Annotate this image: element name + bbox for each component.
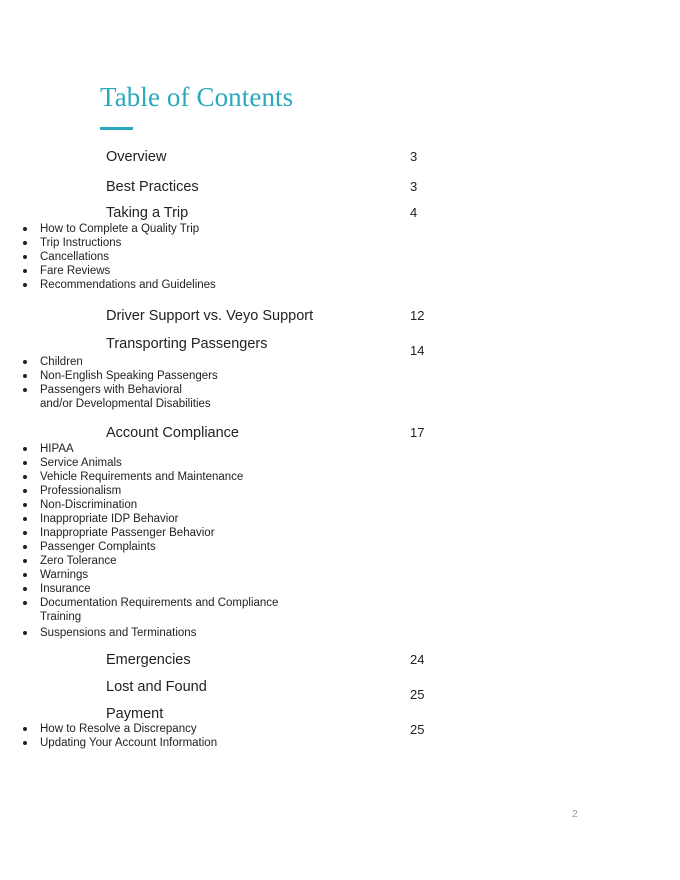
toc-sublist-transporting-passengers (20, 355, 310, 411)
toc-item[interactable]: Fare Reviews (20, 264, 310, 278)
toc-heading-best-practices[interactable]: Best Practices (106, 179, 199, 195)
toc-item[interactable]: Suspensions and Terminations (20, 626, 310, 640)
toc-sublist-payment (20, 722, 310, 750)
toc-item[interactable]: Professionalism (20, 484, 310, 498)
toc-item[interactable]: Inappropriate IDP Behavior (20, 512, 310, 526)
toc-item[interactable]: Vehicle Requirements and Maintenance (20, 470, 310, 484)
toc-item[interactable]: Non-English Speaking Passengers (20, 369, 310, 383)
toc-item[interactable]: Service Animals (20, 456, 310, 470)
toc-heading-driver-support[interactable]: Driver Support vs. Veyo Support (106, 308, 314, 324)
toc-page-emergencies: 24 (410, 652, 425, 667)
toc-item[interactable]: Documentation Requirements and Compliance (20, 596, 310, 610)
page-number: 2 (572, 808, 578, 820)
toc-page-payment: 25 (410, 722, 425, 737)
toc-item[interactable]: Inappropriate Passenger Behavior (20, 526, 310, 540)
title-underline (100, 127, 133, 130)
toc-item[interactable]: Trip Instructions (20, 236, 310, 250)
toc-page-overview: 3 (410, 149, 418, 164)
toc-sublist-account-compliance (20, 442, 310, 640)
toc-item[interactable]: Non-Discrimination (20, 498, 310, 512)
toc-page-account-compliance: 17 (410, 425, 425, 440)
toc-heading-taking-a-trip[interactable]: Taking a Trip (106, 205, 189, 221)
toc-item[interactable]: Passenger Complaints (20, 540, 310, 554)
toc-heading-transporting-passengers[interactable]: Transporting Passengers (106, 336, 268, 352)
toc-item[interactable]: Children (20, 355, 310, 369)
toc-item[interactable]: Recommendations and Guidelines (20, 278, 310, 292)
toc-item[interactable]: Passengers with Behavioral (20, 383, 310, 397)
toc-page-lost-and-found: 25 (410, 687, 425, 702)
toc-heading-payment[interactable]: Payment (106, 706, 164, 722)
toc-sublist-taking-a-trip (20, 222, 310, 292)
toc-page-driver-support: 12 (410, 308, 425, 323)
toc-page-transporting-passengers: 14 (410, 343, 425, 358)
toc-item[interactable]: How to Complete a Quality Trip (20, 222, 310, 236)
toc-item[interactable]: Zero Tolerance (20, 554, 310, 568)
toc-heading-lost-and-found[interactable]: Lost and Found (106, 679, 207, 695)
toc-heading-account-compliance[interactable]: Account Compliance (106, 425, 239, 441)
toc-item-continuation[interactable]: Training (40, 611, 82, 623)
toc-item-continuation[interactable]: and/or Developmental Disabilities (40, 398, 211, 410)
toc-item[interactable]: How to Resolve a Discrepancy (20, 722, 310, 736)
toc-page-taking-a-trip: 4 (410, 205, 418, 220)
toc-page-best-practices: 3 (410, 179, 418, 194)
toc-item[interactable]: Cancellations (20, 250, 310, 264)
toc-heading-overview[interactable]: Overview (106, 149, 167, 165)
toc-item[interactable]: Warnings (20, 568, 310, 582)
page-title: Table of Contents (100, 82, 294, 112)
toc-heading-emergencies[interactable]: Emergencies (106, 652, 191, 668)
toc-item[interactable]: Updating Your Account Information (20, 736, 310, 750)
toc-item[interactable]: Insurance (20, 582, 310, 596)
toc-item[interactable]: HIPAA (20, 442, 310, 456)
